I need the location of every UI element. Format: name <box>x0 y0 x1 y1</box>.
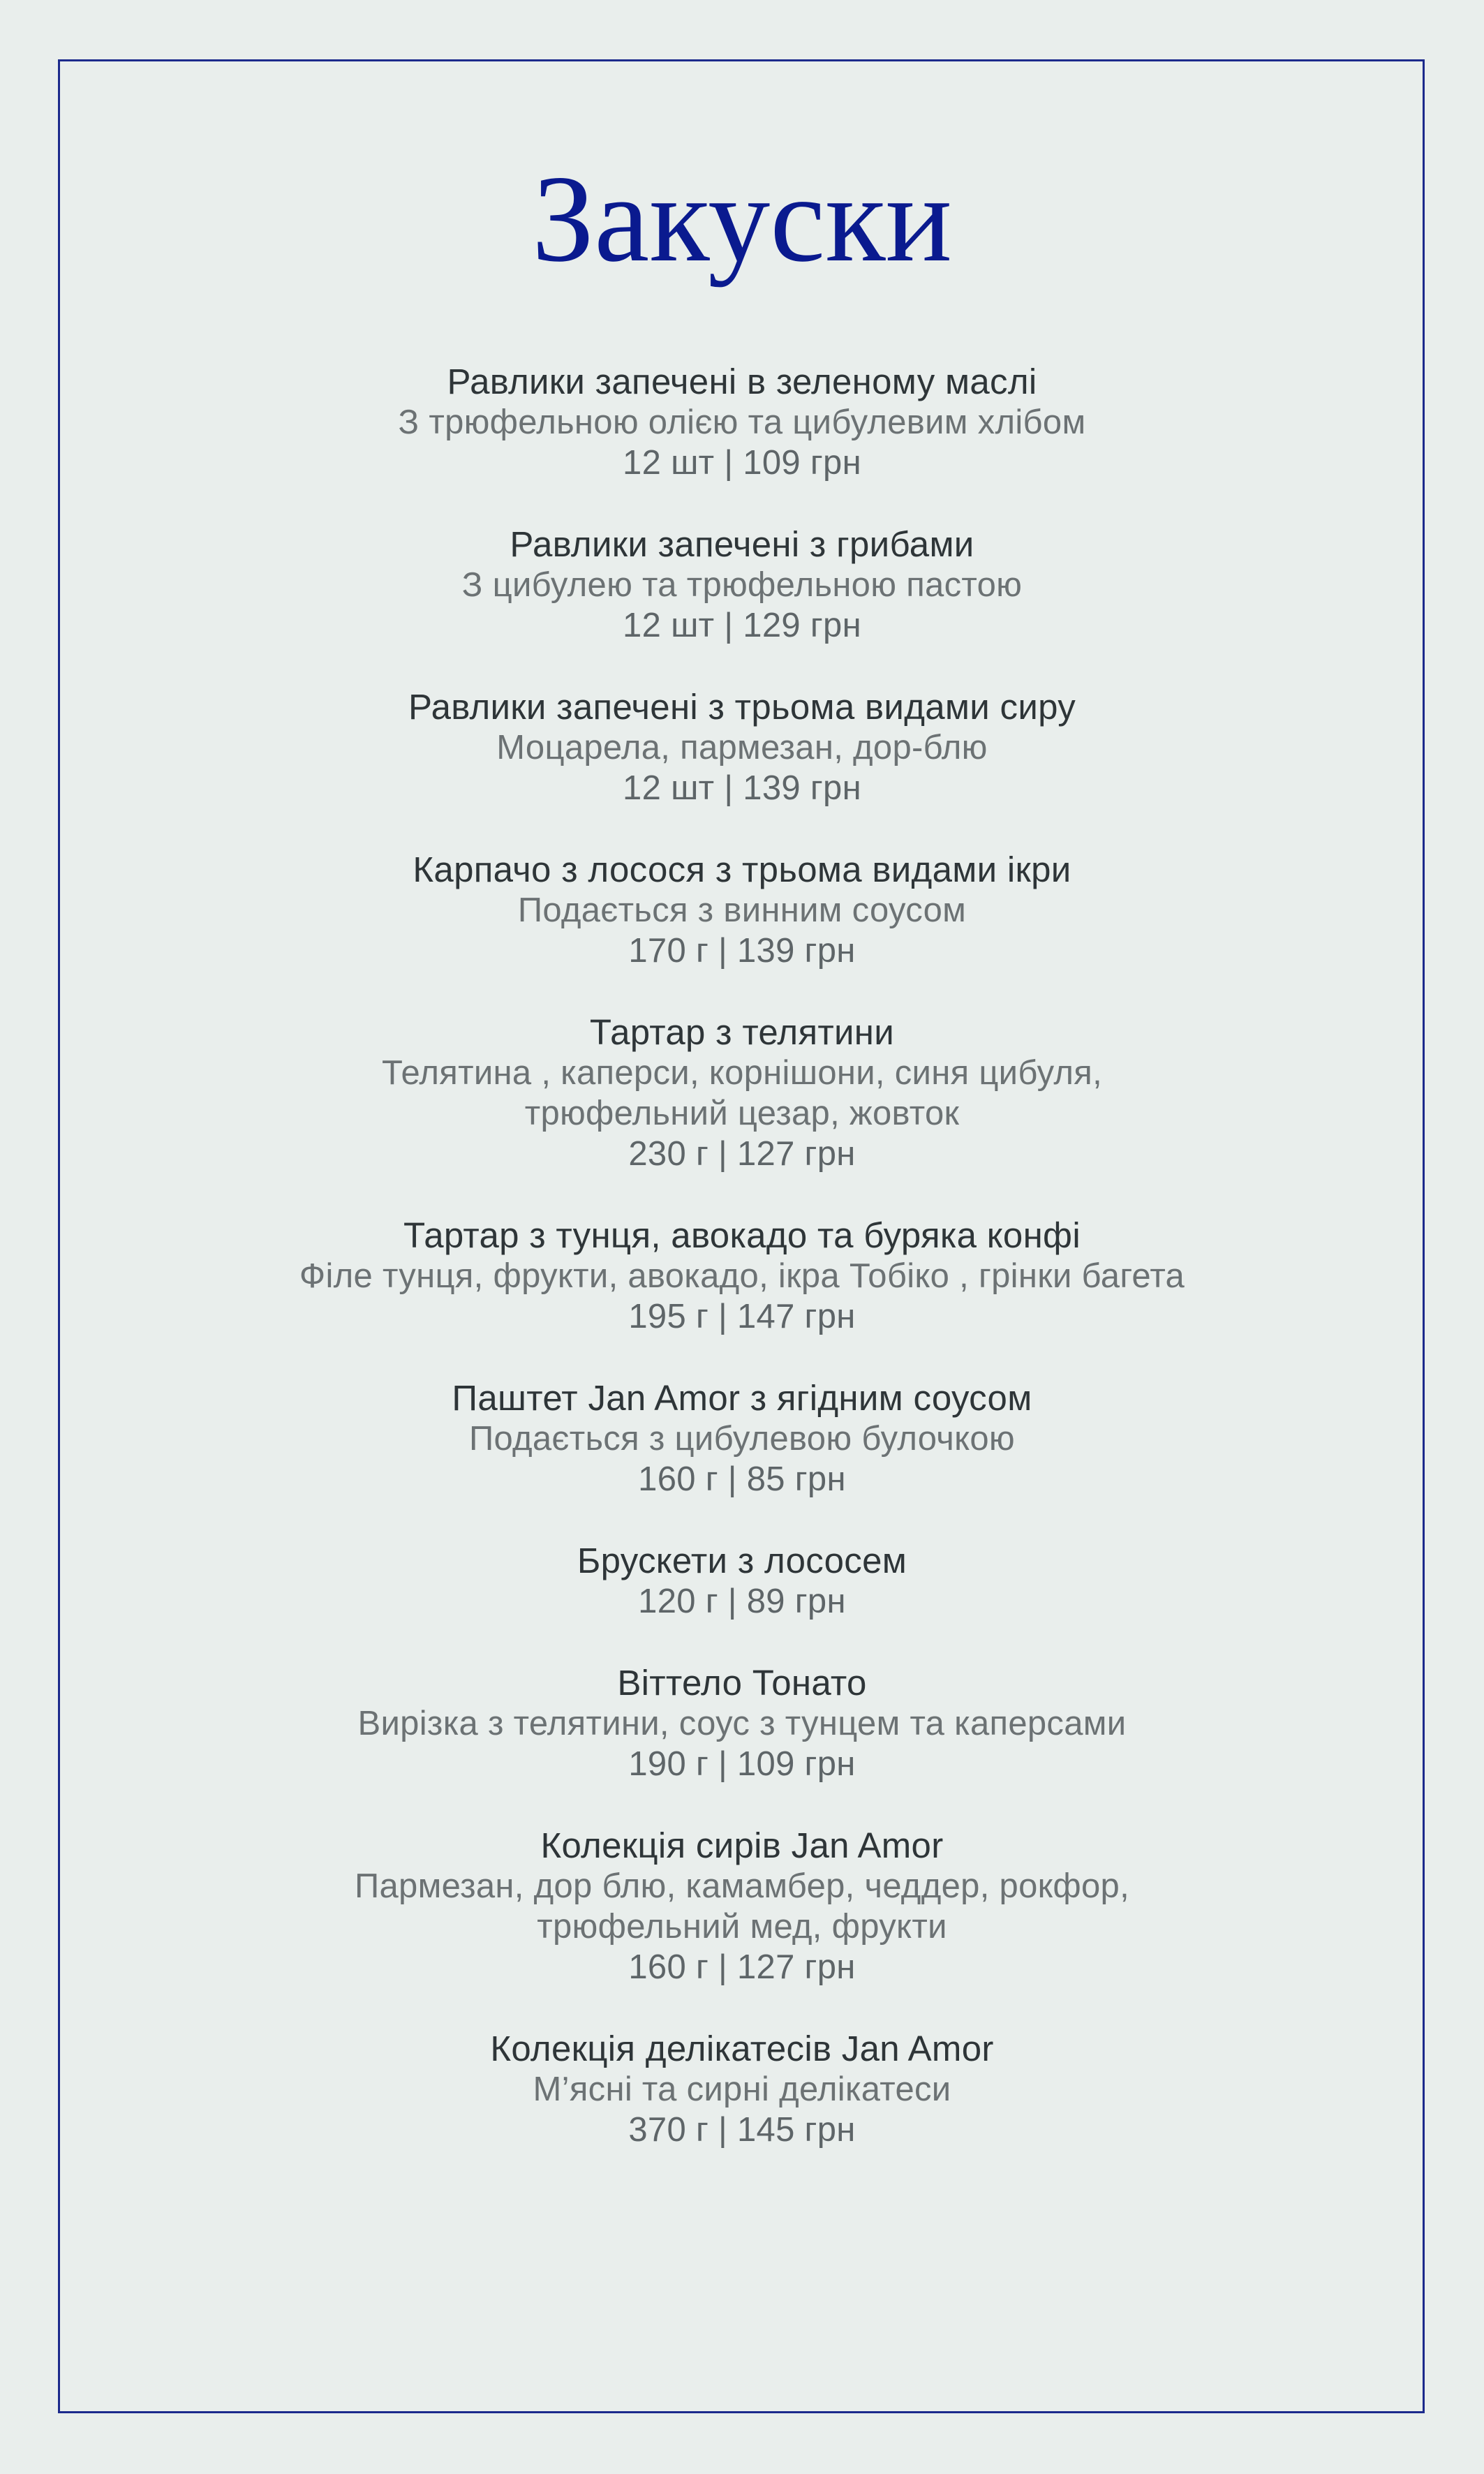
menu-item <box>0 524 1484 646</box>
menu-item-description: Моцарела, пармезан, дор-блю <box>496 729 988 766</box>
menu-item <box>0 362 1484 483</box>
menu-item-price: 230 г | 127 грн <box>628 1135 856 1173</box>
menu-item <box>0 1215 1484 1337</box>
menu-item-name: Віттело Тонато <box>617 1663 867 1703</box>
menu-item-description: Подається з цибулевою булочкою <box>469 1420 1015 1458</box>
menu-item-name: Колекція сирів Jan Amor <box>540 1825 944 1865</box>
menu-item-price: 120 г | 89 грн <box>638 1583 846 1620</box>
menu-item-description: З трюфельною олією та цибулевим хлібом <box>398 403 1086 441</box>
menu-item-description: Філе тунця, фрукти, авокадо, ікра Тобіко , грінки багета <box>299 1257 1185 1295</box>
menu-item-price: 190 г | 109 грн <box>628 1745 856 1783</box>
menu-item-price: 370 г | 145 грн <box>628 2111 856 2149</box>
menu-item-name: Равлики запечені в зеленому маслі <box>447 362 1037 401</box>
menu-item <box>0 1541 1484 1622</box>
menu-item-price: 12 шт | 139 грн <box>623 769 861 807</box>
menu-item <box>0 850 1484 971</box>
menu-item-name: Паштет Jan Amor з ягідним соусом <box>452 1378 1032 1418</box>
menu-item-name: Тартар з телятини <box>589 1012 895 1052</box>
menu-item <box>0 687 1484 808</box>
menu-item-description: трюфельний мед, фрукти <box>537 1908 947 1946</box>
menu-item-name: Равлики запечені з грибами <box>510 524 974 564</box>
menu-item <box>0 1825 1484 1987</box>
menu-item-description: Вирізка з телятини, соус з тунцем та каперсами <box>357 1705 1127 1742</box>
menu-item-price: 12 шт | 109 грн <box>623 444 861 482</box>
menu-item-description: Телятина , каперси, корнішони, синя цибуля, <box>381 1054 1103 1092</box>
menu-item-price: 160 г | 85 грн <box>638 1460 846 1498</box>
menu-item <box>0 1378 1484 1499</box>
menu-item-price: 170 г | 139 грн <box>628 932 856 970</box>
menu-item-price: 12 шт | 129 грн <box>623 607 861 644</box>
menu-item-description: М’ясні та сирні делікатеси <box>533 2071 951 2108</box>
menu-items-list <box>0 362 1484 2191</box>
menu-item-description: З цибулею та трюфельною пастою <box>461 566 1023 604</box>
menu-title: Закуски <box>532 149 952 288</box>
menu-item-name: Брускети з лососем <box>577 1541 907 1580</box>
menu-item-name: Тартар з тунця, авокадо та буряка конфі <box>403 1215 1081 1255</box>
menu-item-price: 160 г | 127 грн <box>628 1948 856 1986</box>
menu-item-description: Подається з винним соусом <box>517 891 967 929</box>
menu-item-name: Карпачо з лосося з трьома видами ікри <box>413 850 1071 889</box>
menu-item <box>0 1663 1484 1784</box>
menu-item-name: Равлики запечені з трьома видами сиру <box>408 687 1076 727</box>
menu-item-price: 195 г | 147 грн <box>628 1298 856 1335</box>
menu-item-description: Пармезан, дор блю, камамбер, чеддер, рокфор, <box>354 1867 1129 1905</box>
menu-item <box>0 2029 1484 2150</box>
menu-item <box>0 1012 1484 1174</box>
menu-item-description: трюфельний цезар, жовток <box>524 1095 960 1132</box>
menu-item-name: Колекція делікатесів Jan Amor <box>490 2029 994 2068</box>
